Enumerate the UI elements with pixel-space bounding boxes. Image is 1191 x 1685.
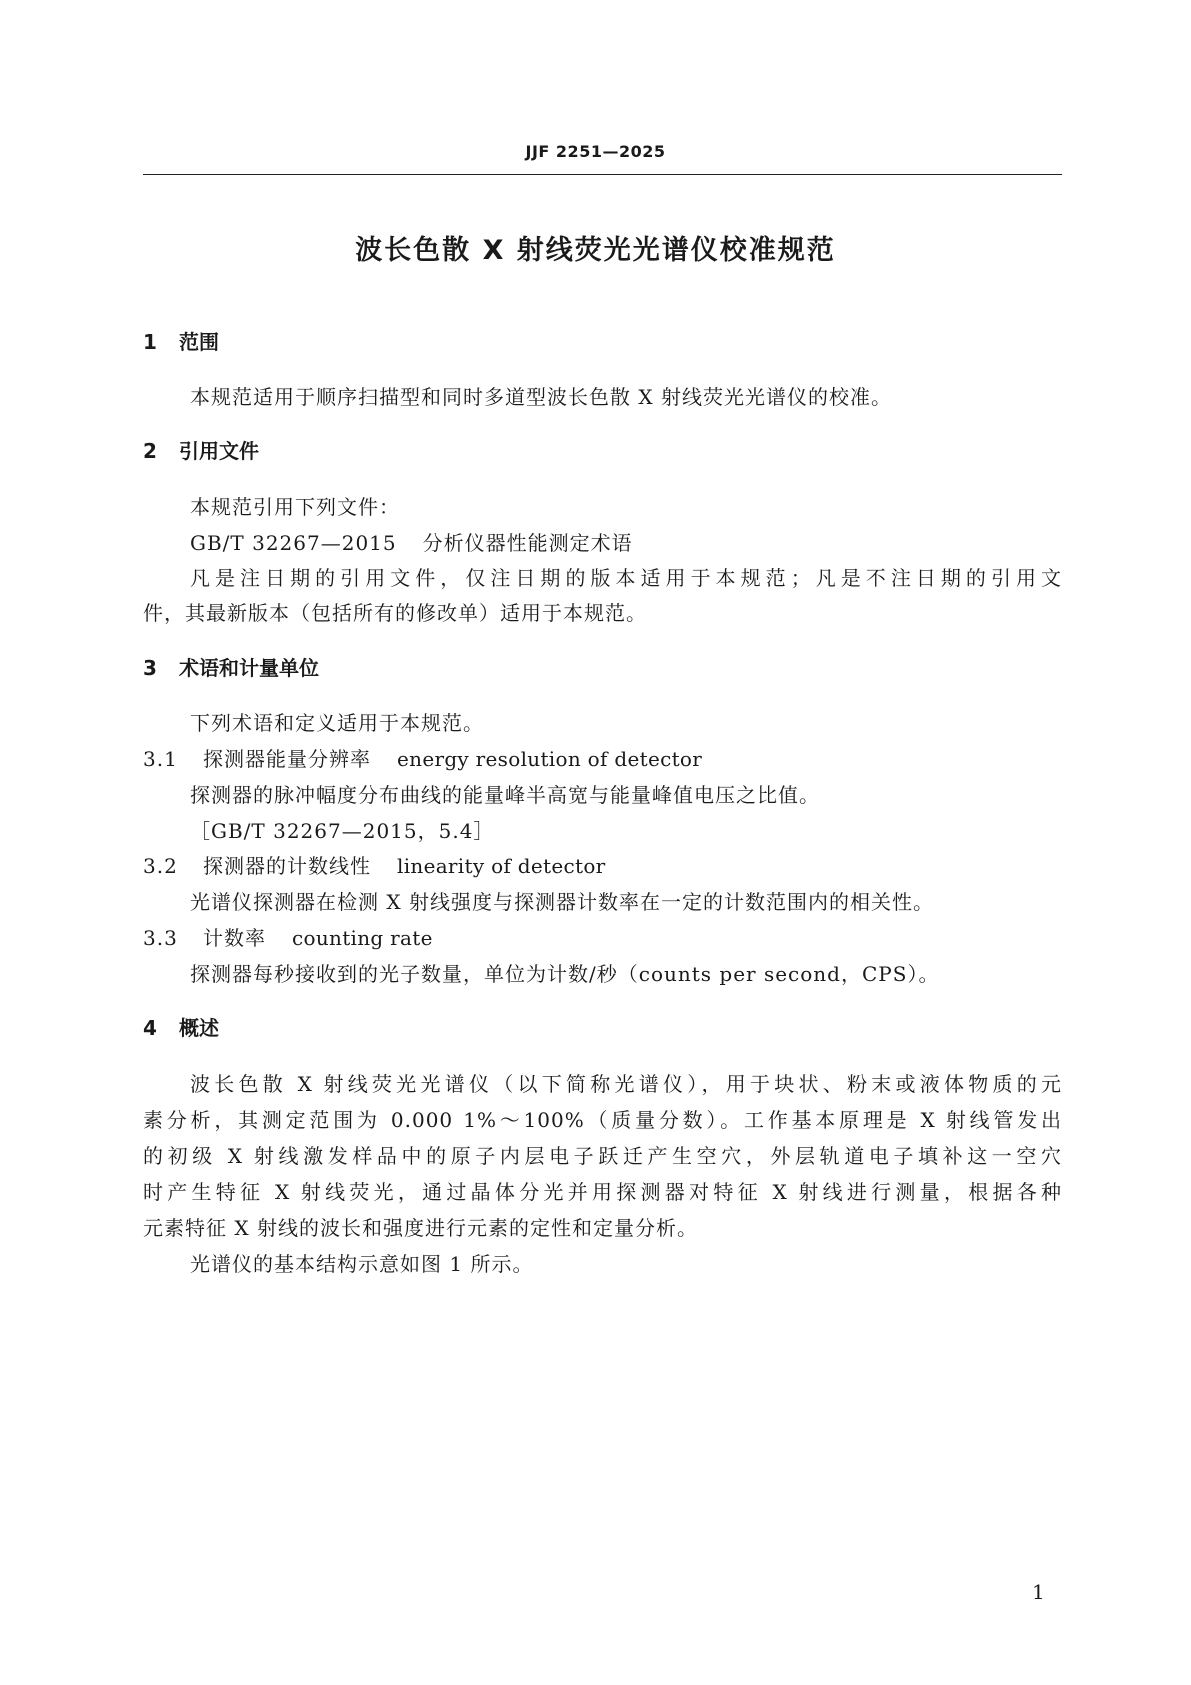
term-3-2-definition: 光谱仪探测器在检测 X 射线强度与探测器计数率在一定的计数范围内的相关性。: [190, 890, 934, 914]
section-1-paragraph: 本规范适用于顺序扫描型和同时多道型波长色散 X 射线荧光光谱仪的校准。: [190, 385, 892, 409]
term-chinese: 探测器的计数线性: [203, 854, 371, 878]
section-4-heading: [143, 1012, 219, 1041]
section-4-line-4: 时产生特征 X 射线荧光，通过晶体分光并用探测器对特征 X 射线进行测量，根据各种: [143, 1180, 1062, 1204]
section-number: 1: [143, 330, 157, 354]
header-standard-code: JJF 2251—2025: [525, 142, 666, 161]
term-english: counting rate: [292, 926, 433, 950]
reference-code: GB/T 32267—2015: [190, 531, 397, 555]
section-4-figure-reference: 光谱仪的基本结构示意如图 1 所示。: [190, 1252, 534, 1276]
header-rule: [143, 174, 1062, 175]
section-4-line-2: 素分析，其测定范围为 0.000 1%～100%（质量分数）。工作基本原理是 X 射线管发出: [143, 1108, 1062, 1132]
page-number: 1: [1032, 1580, 1045, 1604]
section-number: 4: [143, 1016, 157, 1040]
term-english: linearity of detector: [397, 854, 606, 878]
section-title: 术语和计量单位: [179, 656, 319, 680]
term-number: 3.1: [143, 747, 178, 771]
term-3-3: [143, 922, 433, 951]
section-title: 范围: [179, 330, 219, 354]
term-chinese: 计数率: [203, 926, 266, 950]
section-2-paragraph-line-2: 件，其最新版本（包括所有的修改单）适用于本规范。: [143, 601, 647, 625]
section-3-intro: 下列术语和定义适用于本规范。: [190, 711, 484, 735]
section-title: 概述: [179, 1016, 219, 1040]
term-number: 3.2: [143, 854, 178, 878]
normative-reference: [190, 527, 633, 556]
section-4-line-1: 波长色散 X 射线荧光光谱仪（以下简称光谱仪），用于块状、粉末或液体物质的元: [190, 1072, 1062, 1096]
term-number: 3.3: [143, 926, 178, 950]
section-3-heading: [143, 652, 319, 681]
section-4-line-3: 的初级 X 射线激发样品中的原子内层电子跃迁产生空穴，外层轨道电子填补这一空穴: [143, 1144, 1062, 1168]
reference-title: 分析仪器性能测定术语: [422, 531, 633, 555]
term-chinese: 探测器能量分辨率: [203, 747, 371, 771]
term-3-1-source: ［GB/T 32267—2015，5.4］: [190, 819, 495, 843]
term-3-1-definition: 探测器的脉冲幅度分布曲线的能量峰半高宽与能量峰值电压之比值。: [190, 783, 820, 807]
section-1-heading: [143, 326, 219, 355]
section-number: 2: [143, 439, 157, 463]
section-title: 引用文件: [179, 439, 259, 463]
section-2-heading: [143, 435, 259, 464]
section-2-paragraph-line-1: 凡是注日期的引用文件，仅注日期的版本适用于本规范；凡是不注日期的引用文: [190, 566, 1062, 590]
section-2-intro: 本规范引用下列文件：: [190, 495, 400, 519]
section-number: 3: [143, 656, 157, 680]
document-title: 波长色散 X 射线荧光光谱仪校准规范: [355, 235, 836, 266]
term-3-2: [143, 850, 606, 879]
term-3-1: [143, 743, 702, 772]
section-4-line-5: 元素特征 X 射线的波长和强度进行元素的定性和定量分析。: [143, 1216, 698, 1240]
term-3-3-definition: 探测器每秒接收到的光子数量，单位为计数/秒（counts per second，CPS）。: [190, 962, 940, 986]
term-english: energy resolution of detector: [397, 747, 703, 771]
